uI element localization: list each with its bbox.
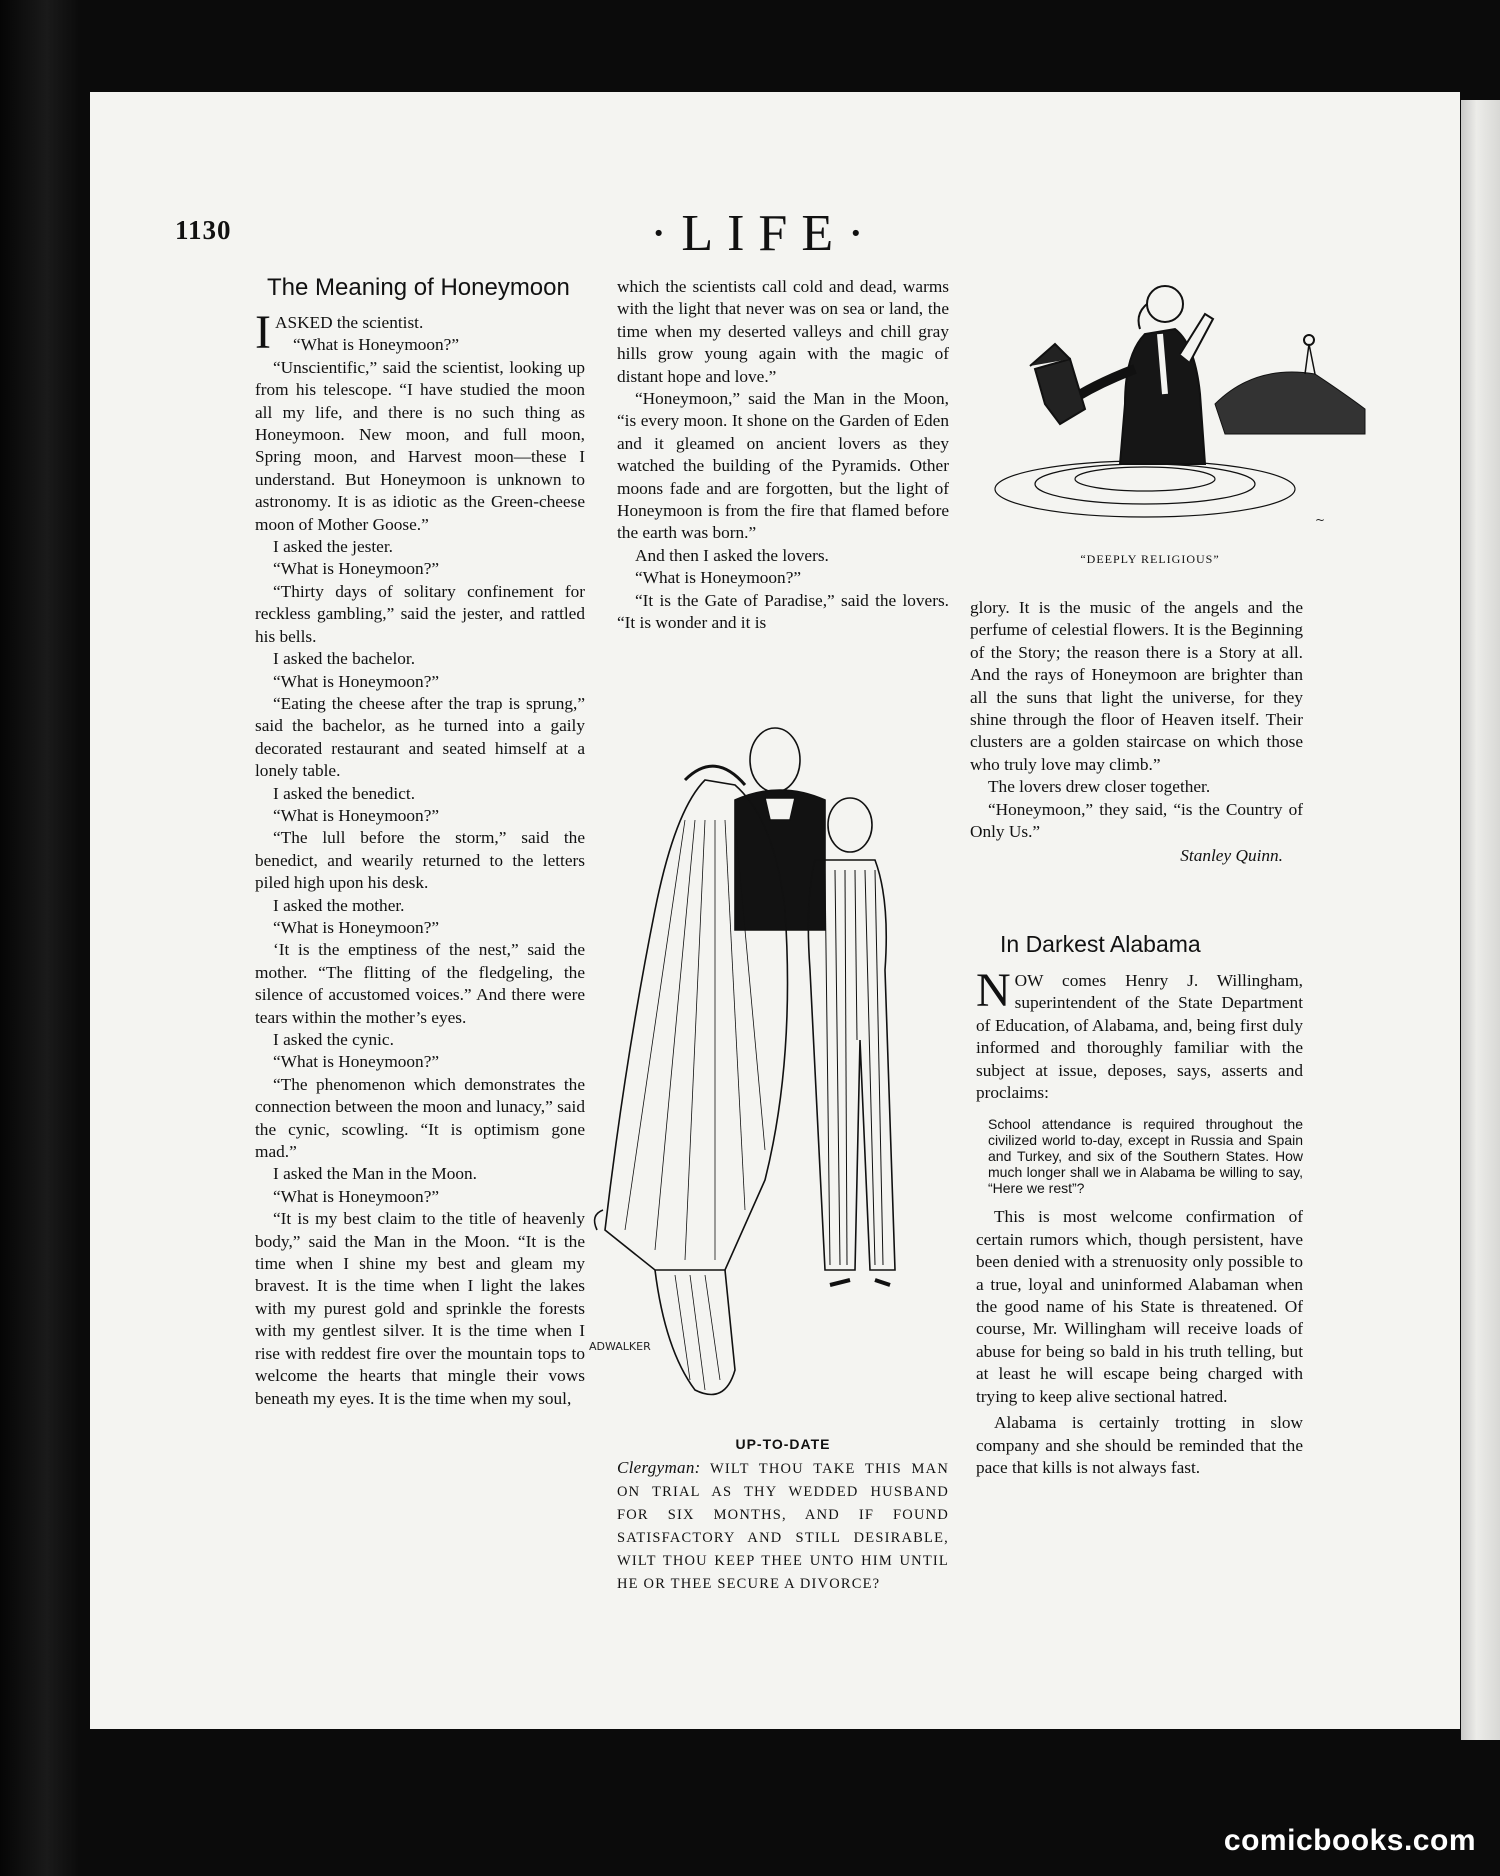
article-paragraph: I asked the jester. (273, 537, 393, 557)
caption-text: WILT THOU TAKE THIS MAN ON TRIAL AS THY WEDDED HUSBAND FOR SIX MONTHS, AND IF FOUND SATISFACTORY AND STILL DESIRABLE, WILT THOU KEEP THEE UNTO HIM UNTIL HE OR THEE SECURE A DIVORCE? (617, 1461, 949, 1592)
article-paragraph: “Eating the cheese after the trap is sprung,” said the bachelor, as he turned into a gaily decorated restaurant and seated himself at a lonely table. (255, 693, 585, 781)
masthead-title: ·LIFE· (650, 205, 879, 262)
article-paragraph: “It is the Gate of Paradise,” said the lovers. “It is wonder and it is (617, 590, 949, 633)
cartoon1-caption: “DEEPLY RELIGIOUS” (1080, 552, 1220, 566)
column-2 (617, 276, 949, 635)
article-paragraph: “The lull before the storm,” said the benedict, and wearily returned to the letters piled high upon his desk. (255, 828, 585, 893)
article-paragraph: IASKED the scientist. (255, 306, 424, 359)
article-title-alabama: In Darkest Alabama (1000, 931, 1201, 957)
article-paragraph: And then I asked the lovers. (635, 545, 829, 565)
drop-cap-n: N (976, 964, 1011, 1017)
column-1 (255, 306, 585, 1410)
column-3 (970, 597, 1303, 868)
article-paragraph: “Unscientific,” said the scientist, looking up from his telescope. “I have studied the moon all my life, and there is no such thing as Honeymoon. New moon, and full moon, Spring moon, and Harvest moon—these I understand. But Honeymoon is unknown to astronomy. It is as idiotic as the Green-cheese moon of Mother Goose.” (255, 357, 585, 534)
article-paragraph: glory. It is the music of the angels and the perfume of celestial flowers. It is the Beginning of the Story; the reason there is a Story at all. And the rays of Honeymoon are brighter than all the suns that light the universe, for they shine through the floor of Heaven itself. Their clusters are a golden staircase on which those who truly love may climb.” (970, 598, 1303, 774)
article-paragraph: “Thirty days of solitary confinement for reckless gambling,” said the jester, and rattled his bells. (255, 581, 585, 646)
article2-body (976, 964, 1303, 1479)
cartoon-deeply-religious (975, 274, 1375, 544)
cartoon2-caption (617, 1456, 949, 1596)
article-paragraph: ‘It is the emptiness of the nest,” said the mother. “The flitting of the fledgeling, the silence of accustomed voices.” And there were tears within the mother’s eyes. (255, 940, 585, 1027)
drop-cap-i: I (255, 306, 271, 359)
article-paragraph: “What is Honeymoon?” (273, 917, 440, 937)
article-paragraph: “Honeymoon,” they said, “is the Country of Only Us.” (970, 799, 1303, 842)
byline: Stanley Quinn. (1180, 846, 1283, 866)
article-paragraph: I asked the mother. (273, 895, 405, 915)
article-paragraph: The lovers drew closer together. (988, 777, 1211, 797)
svg-text:~: ~ (1315, 513, 1326, 527)
quoted-statement: School attendance is required throughout the civilized world to-day, except in Russia and Spain and Turkey, and six of the Southern States. How much longer shall we in Alabama be willing to say, “Here we rest”? (988, 1116, 1303, 1197)
article-paragraph: I asked the Man in the Moon. (273, 1164, 477, 1184)
article-paragraph: “What is Honeymoon?” (273, 559, 440, 579)
article-paragraph: “What is Honeymoon?” (273, 671, 440, 691)
article-paragraph: “What is Honeymoon?” (635, 568, 802, 588)
article2-paragraph: This is most welcome confirmation of certain rumors which, though persistent, have been denied with a strenuosity only possible to a true, loyal and uninformed Alabaman when the good name of his State is threatened. Of course, Mr. Willingham will receive loads of abuse for being so bald in his truth telling, but at least he will escape being charged with trying to keep alive sectional hatred. (976, 1207, 1303, 1406)
article-title-honeymoon: The Meaning of Honeymoon (267, 274, 570, 301)
cartoon2-title: UP-TO-DATE (735, 1436, 831, 1452)
article2-paragraph: Alabama is certainly trotting in slow company and she should be reminded that the pace that kills is not always fast. (976, 1413, 1303, 1477)
adjacent-page-edge (1461, 100, 1500, 1740)
article2-intro: NOW comes Henry J. Willingham, superintendent of the State Department of Education, of Alabama, and, being first duly informed and thoroughly familiar with the subject at issue, deposes, says, asserts and proclaims: (976, 964, 1303, 1103)
site-watermark: comicbooks.com (1223, 1824, 1476, 1857)
article-paragraph: “The phenomenon which demonstrates the connection between the moon and lunacy,” said the cynic, scowling. “It is optimism gone mad.” (255, 1074, 585, 1162)
scan-dark-edge (0, 0, 78, 1876)
article-paragraph: which the scientists call cold and dead, warms with the light that never was on sea or land, the time when my deserted valleys and chill gray hills grow young again with the magic of distant hope and love.” (617, 277, 949, 386)
page-number: 1130 (175, 215, 232, 245)
article-paragraph: “What is Honeymoon?” (273, 1186, 440, 1206)
artist-signature: ADWALKER (589, 1340, 651, 1353)
article-paragraph: “What is Honeymoon?” (273, 1052, 440, 1072)
article-paragraph: “Honeymoon,” said the Man in the Moon, “is every moon. It shone on the Garden of Eden and it gleamed on ancient lovers as they watched the building of the Pyramids. Other moons fade and are forgotten, but the light of Honeymoon is from the fire that flamed before the earth was born.” (617, 389, 949, 543)
caption-speaker: Clergyman: (617, 1458, 701, 1477)
cartoon-up-to-date-wedding (585, 710, 995, 1415)
article-paragraph: “What is Honeymoon?” (292, 335, 460, 355)
article-paragraph: I asked the benedict. (273, 783, 416, 803)
article-paragraph: “What is Honeymoon?” (273, 805, 440, 825)
article-paragraph: I asked the bachelor. (273, 649, 416, 669)
article-paragraph: “It is my best claim to the title of heavenly body,” said the Man in the Moon. “It is the time when I shine my best and gleam my bravest. It is the time when I light the lakes with my purest gold and sprinkle the forests with my gentlest silver. It is the time when I rise with reddest fire over the mountain tops to welcome the hearts that mingle their vows beneath my eyes. It is the time when my soul, (255, 1209, 585, 1408)
article-paragraph: I asked the cynic. (273, 1030, 394, 1049)
